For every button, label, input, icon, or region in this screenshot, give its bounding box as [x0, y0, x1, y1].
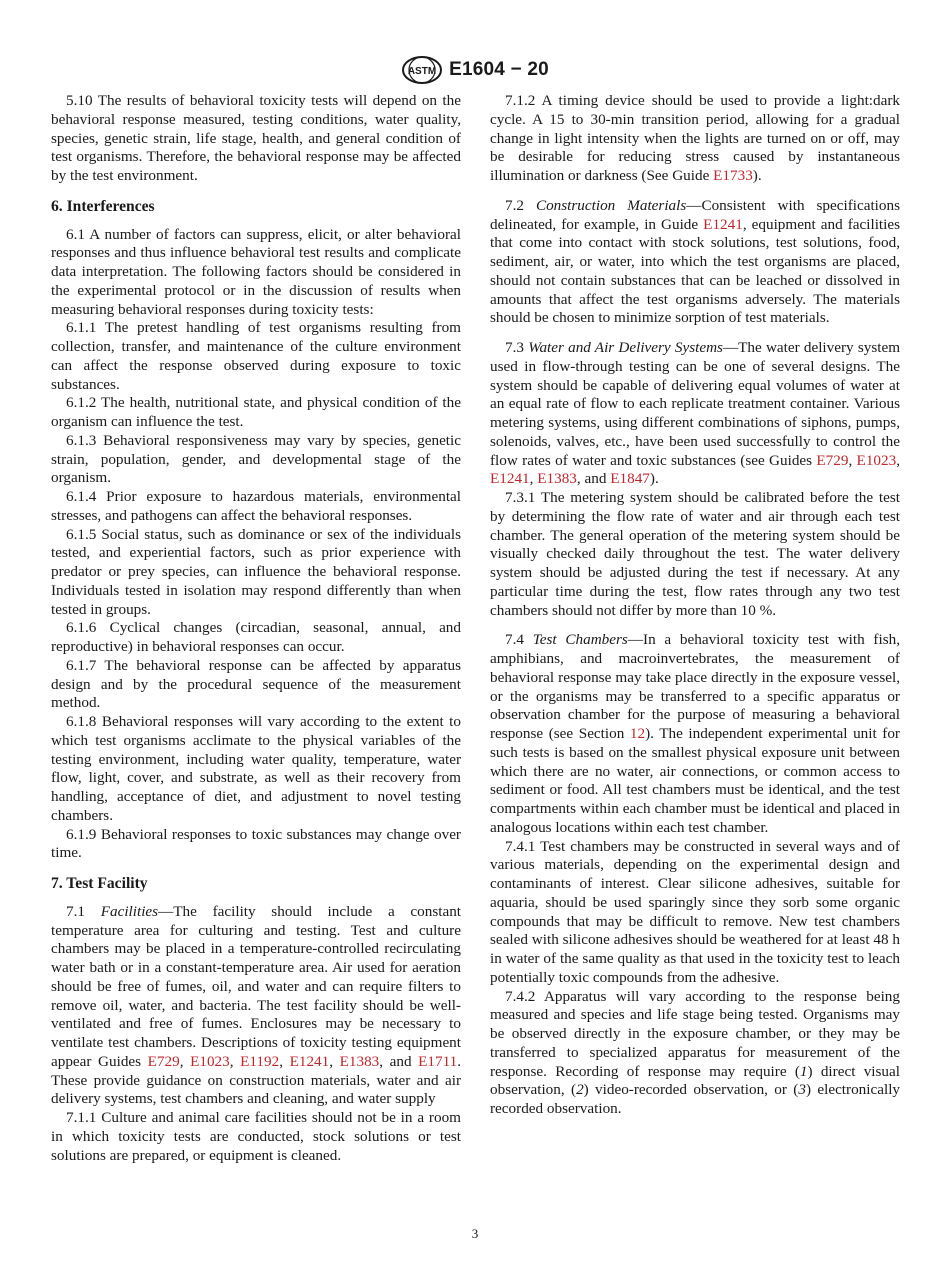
section-heading-interferences: 6. Interferences [51, 197, 155, 215]
para-7-4-2: 7.4.2 Apparatus will vary according to the response being measured and species and life stage being tested. Organisms may be observed directly in the exposure chamber, or they may be transferred to specialized apparatus for measurement of the response. Recording of response may require (1) direct visual observation, (2) video-recorded observation, or (3) electronically recorded observation. [490, 987, 901, 1117]
ref-link[interactable]: E1241 [490, 470, 530, 488]
para-6-1-6: 6.1.6 Cyclical changes (circadian, seasonal, annual, and reproductive) in behavioral responses can occur. [51, 619, 461, 655]
ref-link[interactable]: E1847 [610, 470, 650, 488]
astm-logo-icon [401, 55, 443, 85]
ref-link[interactable]: E1383 [339, 1052, 380, 1070]
para-6-1-4: 6.1.4 Prior exposure to hazardous materials, environmental stresses, and pathogens can affect the behavioral responses. [51, 488, 461, 524]
para-6-1-9: 6.1.9 Behavioral responses to toxic substances may change over time. [51, 825, 461, 862]
para-6-1-2: 6.1.2 The health, nutritional state, and physical condition of the organism can influence the test. [51, 394, 461, 430]
para-7-1: 7.1 Facilities—The facility should include a constant temperature area for culturing and testing. Test and culture chambers may be placed in a temperature-controlled recirculating water bath or in a constant-temperature area. Air used for aeration should be free of fumes, oil, and water and can require filters to remove oil, water, and bacteria. The test facility should be well-ventilated and free of fumes. Enclosures may be necessary to ventilate test chambers. Descriptions of toxicity testing equipment appear Guides E729, E1023, E1192, E1241, E1383, and E1711. These provide guidance on construction materials, water and air delivery systems, test chambers and cleaning, and water supply [51, 902, 462, 1108]
right-column [490, 92, 900, 1119]
page-header [0, 54, 950, 86]
ref-link[interactable]: E1733 [713, 167, 753, 184]
para-6-1-5: 6.1.5 Social status, such as dominance or sex of the individuals tested, and experiential factors, such as prior experience with predator or prey species, can influence the behavioral response. Individuals tested in isolation may respond differently than when tested in groups. [51, 525, 461, 618]
ref-link[interactable]: E1241 [703, 215, 743, 233]
ref-link[interactable]: E729 [816, 451, 849, 469]
para-6-1-8: 6.1.8 Behavioral responses will vary according to the extent to which test organisms acclimate to the physical variables of the testing environment, including water quality, temperature, water flow, light, cover, and substrate, as well as their recovery from handling, acceptance of diet, and adjustment to novel testing chambers. [51, 713, 461, 824]
para-7-1-2: 7.1.2 A timing device should be used to provide a light:dark cycle. A 15 to 30-min transition period, allowing for a gradual change in light intensity when the lights are turned on or off, may be desirable for reducing stress caused by instantaneous illumination or darkness (See Guide E1733). [490, 92, 900, 184]
para-6-1-7: 6.1.7 The behavioral response can be affected by apparatus design and by the procedural sequence of the measurement method. [51, 656, 461, 712]
para-7-3-1: 7.3.1 The metering system should be calibrated before the test by determining the flow rate of water and air through each test chamber. The general operation of the metering system should be visually checked daily throughout the test. The water delivery system should be adjusted during the test if necessary. At any particular time during the test, flow rates through any two test chambers should not differ by more than 10 %. [490, 489, 900, 619]
para-7-4: 7.4 Test Chambers—In a behavioral toxicity test with fish, amphibians, and macroinvertebrates, the measurement of behavioral response may take place directly in the exposure vessel, or the organisms may be transferred to a specific apparatus or observation chamber for the purpose of measuring a behavioral response (see Section 12). The independent experimental unit for such tests is based on the smallest physical exposure unit between which there are no water, air connections, or common access to sediment or food. All test chambers must be identical, and the test compartments within each chamber must be identical and placed in analogous locations within each test chamber. [490, 631, 901, 836]
page-number: 3 [471, 1226, 479, 1241]
para-6-1-3: 6.1.3 Behavioral responsiveness may vary by species, genetic strain, population, gender, and developmental stage of the organism. [51, 431, 461, 487]
ref-link[interactable]: E729 [147, 1052, 180, 1070]
para-6-1: 6.1 A number of factors can suppress, elicit, or alter behavioral responses and thus influence behavioral test results and complicate data interpretation. The following factors should be considered in the experimental protocol or in the discussion of results when measuring behavioral responses during toxicity tests: [51, 225, 461, 318]
para-7-4-1: 7.4.1 Test chambers may be constructed in several ways and of various materials, depending on the experimental design and contaminants of interest. Clear silicone adhesives, suitable for aquaria, should be used sparingly since they sorb some organic compounds that may be difficult to remove. New test chambers sealed with silicone adhesives should be weathered for at least 48 h in water of the same quality as that used in the toxicity test to leach potentially toxic compounds from the adhesive. [490, 837, 900, 986]
para-7-1-1: 7.1.1 Culture and animal care facilities should not be in a room in which toxicity tests are conducted, stock solutions or test solutions are prepared, or equipment is cleaned. [51, 1109, 461, 1164]
document-id: E1604 − 20 [449, 59, 549, 80]
ref-link[interactable]: E1711 [418, 1052, 458, 1070]
para-7-3: 7.3 Water and Air Delivery Systems—The water delivery system used in flow-through testing can be one of several designs. The system should be capable of delivering equal volumes of water at an equal rate of flow to each replicate treatment container. Various metering systems, using different combinations of siphons, pumps, solenoids, valves, etc., have been used successfully to control the flow rates of water and toxic substances (see Guides E729, E1023, E1241, E1383, and E1847). [490, 339, 901, 488]
ref-link[interactable]: 12 [629, 725, 646, 742]
ref-link[interactable]: E1023 [190, 1052, 230, 1070]
para-7-2: 7.2 Construction Materials—Consistent with specifications delineated, for example, in Guide E1241, equipment and facilities that come into contact with stock solutions, test solutions, food, sediment, air, or water, into which the test organisms are placed, should not contain substances that can be leached or dissolved in amounts that affect the test organisms adversely. The materials should be chosen to minimize sorption of test materials. [490, 196, 900, 327]
para-6-1-1: 6.1.1 The pretest handling of test organisms resulting from collection, transfer, and maintenance of the culture environment can affect the response observed during exposure to toxic substances. [51, 319, 461, 393]
svg-text:ASTM: ASTM [407, 66, 437, 77]
para-5-10: 5.10 The results of behavioral toxicity tests will depend on the behavioral response measured, testing conditions, water quality, species, genetic strain, life stage, health, and general condition of test organisms. Therefore, the behavioral response may be affected by the test environment. [51, 92, 461, 184]
ref-link[interactable]: E1383 [537, 470, 577, 488]
ref-link[interactable]: E1241 [289, 1052, 330, 1070]
section-heading-test-facility: 7. Test Facility [51, 875, 148, 892]
ref-link[interactable]: E1023 [856, 451, 897, 469]
ref-link[interactable]: E1192 [240, 1052, 280, 1070]
left-column [51, 92, 461, 1165]
